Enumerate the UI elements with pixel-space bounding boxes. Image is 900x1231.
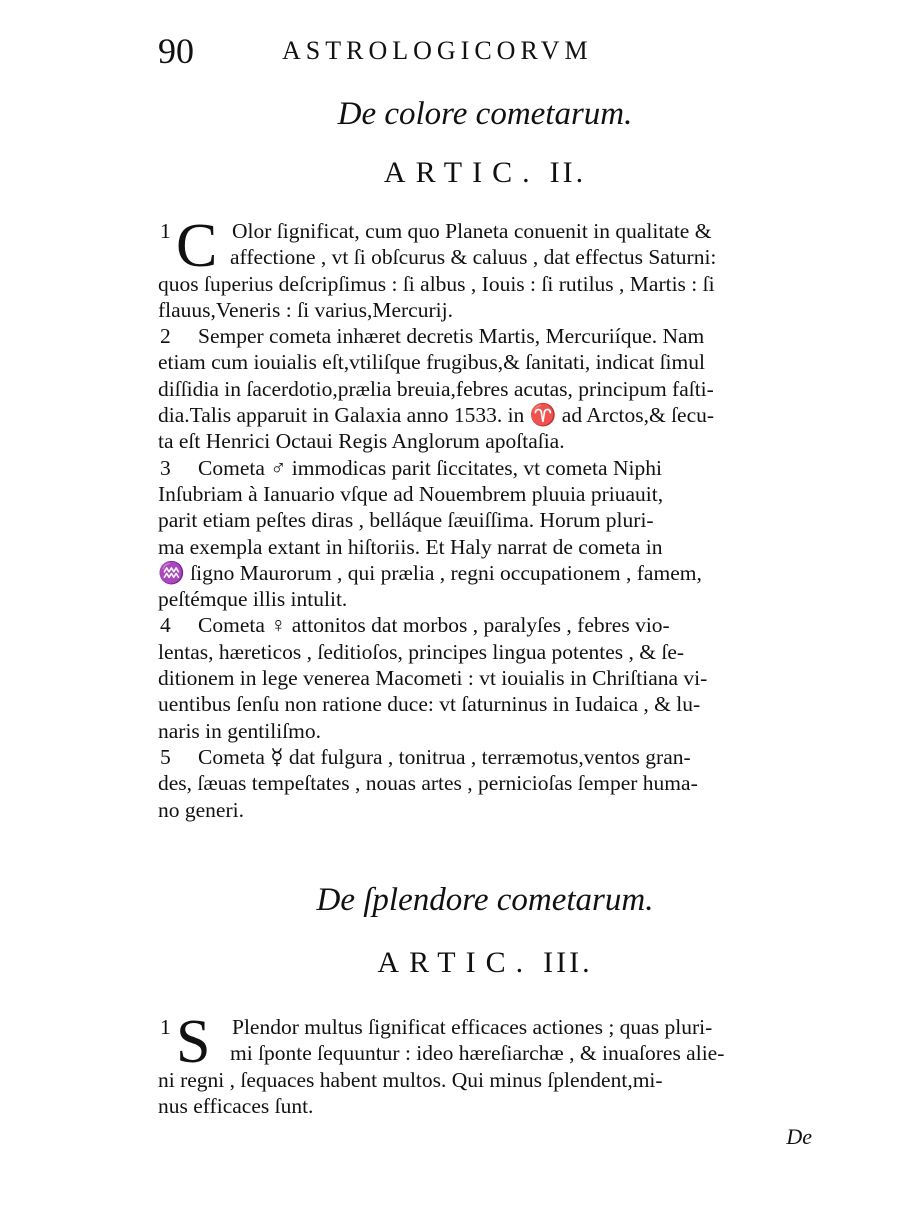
text-line: des, ſæuas tempeſtates , nouas artes , pernicioſas ſemper huma- xyxy=(158,771,698,796)
paragraph-number: 5 xyxy=(160,744,171,769)
paragraph-1 xyxy=(158,1008,810,1119)
text-line: nus efficaces ſunt. xyxy=(158,1093,314,1118)
running-head xyxy=(150,30,850,70)
paragraph-4 xyxy=(158,612,810,743)
text-line: lentas, hæreticos , ſeditioſos, principes lingua potentes , & ſe- xyxy=(158,639,685,664)
text-line: flauus,Veneris : ſi varius,Mercurij. xyxy=(158,297,453,322)
text-line: etiam cum iouialis eſt,vtiliſque frugibus,& ſanitati, indicat ſimul xyxy=(158,350,705,375)
paragraph-1 xyxy=(158,212,810,323)
text-line: peſtémque illis intulit. xyxy=(158,587,348,612)
section-title-colore: De colore cometarum. xyxy=(337,96,633,132)
text-line: ♒ ſigno Maurorum , qui prælia , regni occupationem , famem, xyxy=(158,560,702,585)
paragraph-5 xyxy=(158,744,810,823)
text-line xyxy=(158,218,810,244)
text-line: ta eſt Henrici Octaui Regis Anglorum apoſtaſia. xyxy=(158,429,565,454)
catchword: De xyxy=(786,1124,812,1149)
paragraph-number: 4 xyxy=(160,613,171,638)
drop-cap: S xyxy=(176,1008,211,1076)
paragraph-number: 1 xyxy=(160,1015,171,1039)
text-line: Inſubriam à Ianuario vſque ad Nouembrem pluuia priuauit, xyxy=(158,481,664,506)
page-number: 90 xyxy=(158,31,194,71)
text-line: naris in gentiliſmo. xyxy=(158,718,322,743)
text-line: ditionem in lege venerea Macometi : vt iouialis in Chriſtiana vi- xyxy=(158,666,708,691)
text-line: affectione , vt ſi obſcurus & caluus , dat effectus Saturni: xyxy=(230,245,717,270)
text-line: quos ſuperius deſcripſimus : ſi albus , Iouis : ſi rutilus , Martis : ſi xyxy=(158,271,715,296)
text-line xyxy=(158,323,810,349)
running-title: ASTROLOGICORVM xyxy=(282,36,593,65)
text-line xyxy=(158,744,810,770)
text-line: dia.Talis apparuit in Galaxia anno 1533. in ♈ ad Arctos,& ſecu- xyxy=(158,403,715,428)
section2-body xyxy=(158,1008,810,1119)
line-text: Cometa ♂ immodicas parit ſiccitates, vt cometa Niphi xyxy=(198,455,662,480)
line-text: Plendor multus ſignificat efficaces actiones ; quas pluri- xyxy=(232,1015,713,1039)
paragraph-2 xyxy=(158,323,810,454)
text-line: uentibus ſenſu non ratione duce: vt ſaturninus in Iudaica , & lu- xyxy=(158,692,701,717)
article-heading-3 xyxy=(160,946,810,980)
text-line: no generi. xyxy=(158,797,244,822)
paragraph-number: 3 xyxy=(160,455,171,480)
text-line xyxy=(158,1014,810,1040)
line-text: Cometa ☿ dat fulgura , tonitrua , terræmotus,ventos gran- xyxy=(198,744,691,769)
line-text: Olor ſignificat, cum quo Planeta conuenit in qualitate & xyxy=(232,219,712,243)
text-line xyxy=(158,455,810,481)
paragraph-number: 2 xyxy=(160,324,171,349)
text-line: diſſidia in ſacerdotio,prælia breuia,febres acutas, principum faſti- xyxy=(158,376,714,401)
text-line: mi ſponte ſequuntur : ideo hæreſiarchæ , & inuaſores alie- xyxy=(230,1041,725,1066)
article-heading-2 xyxy=(160,156,810,190)
article-number: II. xyxy=(549,156,587,189)
section-title-splendore: De ſplendore cometarum. xyxy=(316,882,654,918)
paragraph-3 xyxy=(158,455,810,613)
line-text: Semper cometa inhæret decretis Martis, Mercuriíque. Nam xyxy=(198,324,705,349)
text-line: parit etiam peſtes diras , belláque ſæuiſſima. Horum pluri- xyxy=(158,508,654,533)
article-label: ARTIC. xyxy=(383,156,540,189)
section1-body xyxy=(158,212,810,823)
paragraph-number: 1 xyxy=(160,219,171,243)
text-line: ni regni , ſequaces habent multos. Qui minus ſplendent,mi- xyxy=(158,1067,663,1092)
drop-cap: C xyxy=(176,212,218,280)
article-number: III. xyxy=(543,946,593,979)
article-label: ARTIC. xyxy=(377,946,534,979)
line-text: Cometa ♀ attonitos dat morbos , paralyſes , febres vio- xyxy=(198,613,670,638)
text-line: ma exempla extant in hiſtoriis. Et Haly narrat de cometa in xyxy=(158,534,663,559)
text-line xyxy=(158,612,810,638)
